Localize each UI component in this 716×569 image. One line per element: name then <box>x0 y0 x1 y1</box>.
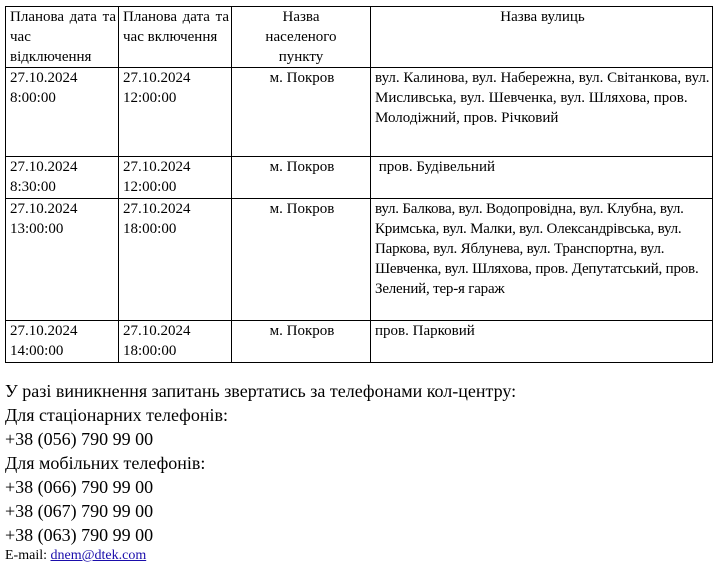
on-time: 12:00:00 <box>123 90 177 106</box>
settlement-name: м. Покров <box>232 321 371 363</box>
on-date: 27.10.2024 <box>123 201 191 217</box>
street-list: вул. Калинова, вул. Набережна, вул. Світанкова, вул. Мисливська, вул. Шевченка, вул. Шляхова, пров. Молодіжний, пров. Річковий <box>371 68 713 157</box>
contact-info <box>5 379 516 565</box>
table-row <box>6 199 713 321</box>
mobile-phone: +38 (063) 790 99 00 <box>5 525 154 545</box>
email-label: E-mail: <box>5 548 51 563</box>
table-row <box>6 321 713 363</box>
header-off-time: Планова дата та час відключення <box>6 7 119 68</box>
mobile-phone: +38 (067) 790 99 00 <box>5 501 154 521</box>
mobile-phone: +38 (066) 790 99 00 <box>5 477 154 497</box>
landline-phone: +38 (056) 790 99 00 <box>5 429 154 449</box>
on-date: 27.10.2024 <box>123 323 191 339</box>
header-streets: Назва вулиць <box>371 7 713 68</box>
off-time: 8:30:00 <box>10 179 56 195</box>
off-datetime <box>6 199 119 321</box>
on-date: 27.10.2024 <box>123 159 191 175</box>
outage-schedule-table <box>5 6 713 363</box>
street-list: пров. Будівельний <box>371 157 713 199</box>
header-on-time: Планова дата та час включення <box>119 7 232 68</box>
on-time: 12:00:00 <box>123 179 177 195</box>
table-header-row <box>6 7 713 68</box>
street-list: пров. Парковий <box>371 321 713 363</box>
table-row <box>6 157 713 199</box>
on-datetime <box>119 68 232 157</box>
settlement-name: м. Покров <box>232 199 371 321</box>
on-time: 18:00:00 <box>123 343 177 359</box>
email-row <box>5 547 516 565</box>
mobile-label: Для мобільних телефонів: <box>5 453 206 473</box>
off-time: 14:00:00 <box>10 343 64 359</box>
contact-intro: У разі виникнення запитань звертатись за телефонами кол-центру: <box>5 381 517 401</box>
header-settlement: Назва населеного пункту <box>232 7 371 68</box>
off-datetime <box>6 68 119 157</box>
table-row <box>6 68 713 157</box>
on-datetime <box>119 157 232 199</box>
landline-label: Для стаціонарних телефонів: <box>5 405 228 425</box>
street-list: вул. Балкова, вул. Водопровідна, вул. Клубна, вул. Кримська, вул. Малки, вул. Олександрівська, вул. Паркова, вул. Яблунева, вул. Транспортна, вул. Шевченка, вул. Шляхова, пров. Депутатський, пров. Зелений, тер-я гараж <box>371 199 713 321</box>
off-date: 27.10.2024 <box>10 70 78 86</box>
off-datetime <box>6 321 119 363</box>
on-time: 18:00:00 <box>123 221 177 237</box>
on-date: 27.10.2024 <box>123 70 191 86</box>
off-date: 27.10.2024 <box>10 323 78 339</box>
email-link[interactable]: dnem@dtek.com <box>50 548 147 563</box>
settlement-name: м. Покров <box>232 157 371 199</box>
off-time: 8:00:00 <box>10 90 56 106</box>
settlement-name: м. Покров <box>232 68 371 157</box>
off-time: 13:00:00 <box>10 221 64 237</box>
on-datetime <box>119 199 232 321</box>
off-date: 27.10.2024 <box>10 201 78 217</box>
off-date: 27.10.2024 <box>10 159 78 175</box>
off-datetime <box>6 157 119 199</box>
on-datetime <box>119 321 232 363</box>
